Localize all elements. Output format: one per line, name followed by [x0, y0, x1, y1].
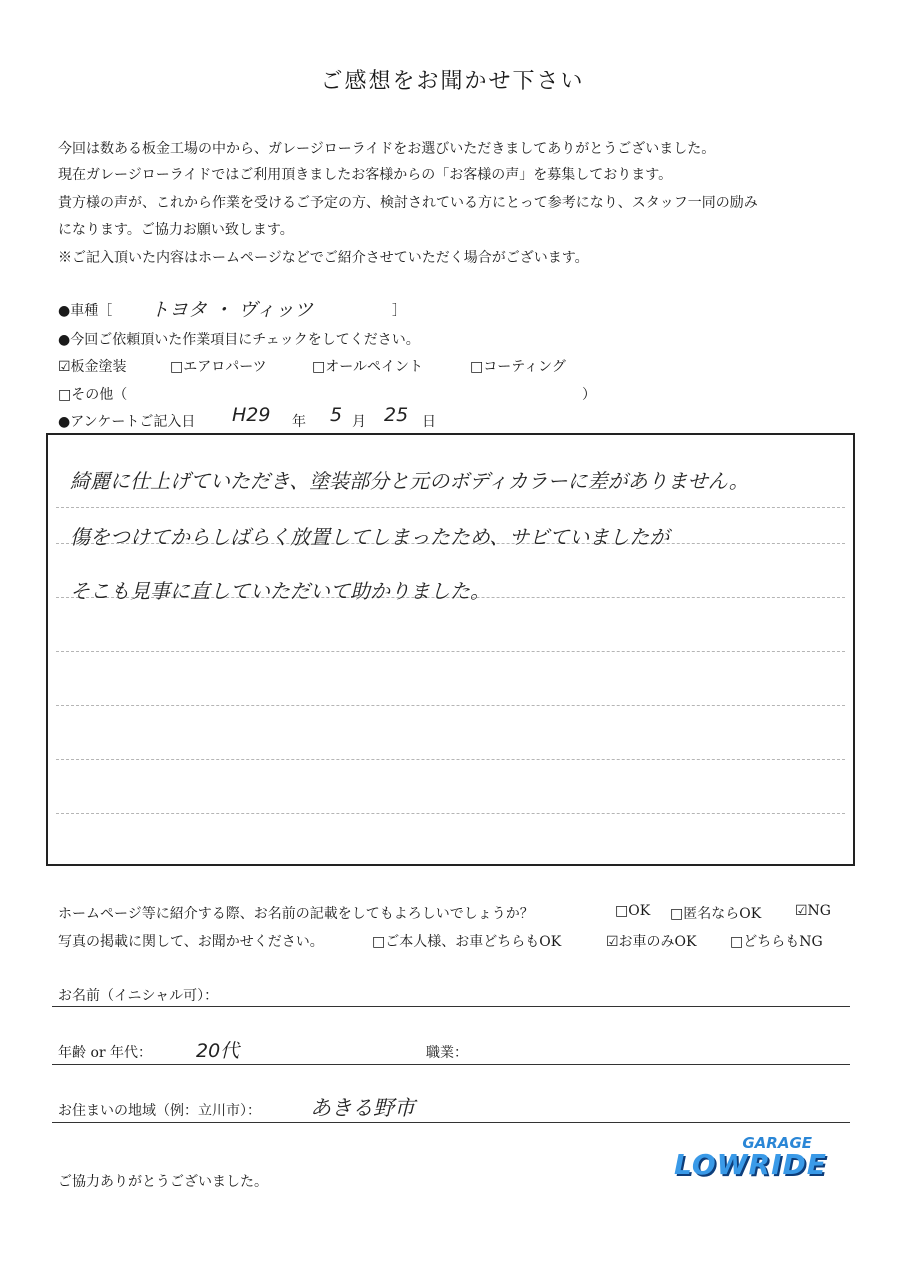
name-permission-anonymous[interactable]: □匿名ならOK: [670, 906, 762, 922]
ruled-line: [56, 759, 845, 760]
intro-line: 貴方様の声が、これから作業を受けるご予定の方、検討されている方にとって参考になり、スタッフ一同の励み: [58, 195, 758, 211]
intro-line: ※ご記入頂いた内容はホームページなどでご紹介させていただく場合がございます。: [58, 250, 589, 266]
comment-line: そこも見事に直していただいて助かりました。: [70, 579, 490, 603]
date-year-unit: 年: [292, 414, 306, 430]
photo-permission-neither[interactable]: □どちらもNG: [730, 934, 823, 950]
comment-line: 傷をつけてからしばらく放置してしまったため、サビていましたが: [70, 525, 670, 549]
job-label: 職業：: [426, 1045, 468, 1061]
date-era[interactable]: H29: [232, 404, 271, 426]
age-value[interactable]: 20代: [196, 1040, 240, 1062]
area-value[interactable]: あきる野市: [310, 1096, 415, 1120]
intro-line: 現在ガレージローライドではご利用頂きましたお客様からの「お客様の声」を募集しております。: [58, 167, 673, 183]
other-bracket-close: ）: [582, 387, 596, 403]
comment-box[interactable]: [46, 433, 855, 866]
ruled-line: [56, 705, 845, 706]
work-prompt: ●今回ご依頼頂いた作業項目にチェックをしてください。: [58, 332, 420, 348]
vehicle-value[interactable]: トヨタ ・ ヴィッツ: [150, 299, 313, 321]
logo-garage-text: GARAGE: [742, 1134, 812, 1152]
work-option-allpaint[interactable]: □オールペイント: [312, 359, 423, 375]
name-permission-ok[interactable]: □OK: [615, 903, 651, 919]
ruled-line: [56, 507, 845, 508]
work-option-other[interactable]: □その他（: [58, 387, 128, 403]
name-underline[interactable]: [52, 1006, 850, 1007]
photo-permission-question: 写真の掲載に関して、お聞かせください。: [58, 934, 324, 950]
vehicle-bracket-close: ］: [392, 303, 406, 319]
ruled-line: [56, 651, 845, 652]
date-month-unit: 月: [352, 414, 366, 430]
comment-line: 綺麗に仕上げていただき、塗装部分と元のボディカラーに差がありません。: [70, 469, 749, 493]
work-option-aero[interactable]: □エアロパーツ: [170, 359, 267, 375]
logo-lowride-text: LOWRIDE: [674, 1148, 827, 1181]
age-label: 年齢 or 年代：: [58, 1045, 153, 1061]
work-option-bankin[interactable]: ☑板金塗装: [58, 359, 127, 375]
page-title: ご感想をお聞かせ下さい: [320, 69, 585, 94]
date-month[interactable]: 5: [330, 404, 343, 426]
intro-line: 今回は数ある板金工場の中から、ガレージローライドをお選びいただきましてありがとうございました。: [58, 141, 716, 157]
garage-lowride-logo: [672, 1134, 827, 1192]
photo-permission-car-only[interactable]: ☑お車のみOK: [606, 934, 697, 950]
area-underline[interactable]: [52, 1122, 850, 1123]
area-label: お住まいの地域（例：立川市）：: [58, 1103, 261, 1119]
work-option-coating[interactable]: □コーティング: [470, 359, 566, 375]
date-day-unit: 日: [422, 414, 436, 430]
thanks-text: ご協力ありがとうございました。: [58, 1174, 268, 1190]
date-label: ●アンケートご記入日: [58, 414, 196, 430]
name-permission-ng[interactable]: ☑NG: [795, 903, 831, 919]
name-label: お名前（イニシャル可）：: [58, 988, 219, 1004]
photo-permission-both[interactable]: □ご本人様、お車どちらもOK: [372, 934, 562, 950]
name-permission-question: ホームページ等に紹介する際、お名前の記載をしてもよろしいでしょうか？: [58, 906, 534, 922]
age-job-underline[interactable]: [52, 1064, 850, 1065]
date-day[interactable]: 25: [384, 404, 409, 426]
vehicle-label: ●車種［: [58, 303, 113, 319]
ruled-line: [56, 813, 845, 814]
intro-line: になります。ご協力お願い致します。: [58, 222, 294, 238]
